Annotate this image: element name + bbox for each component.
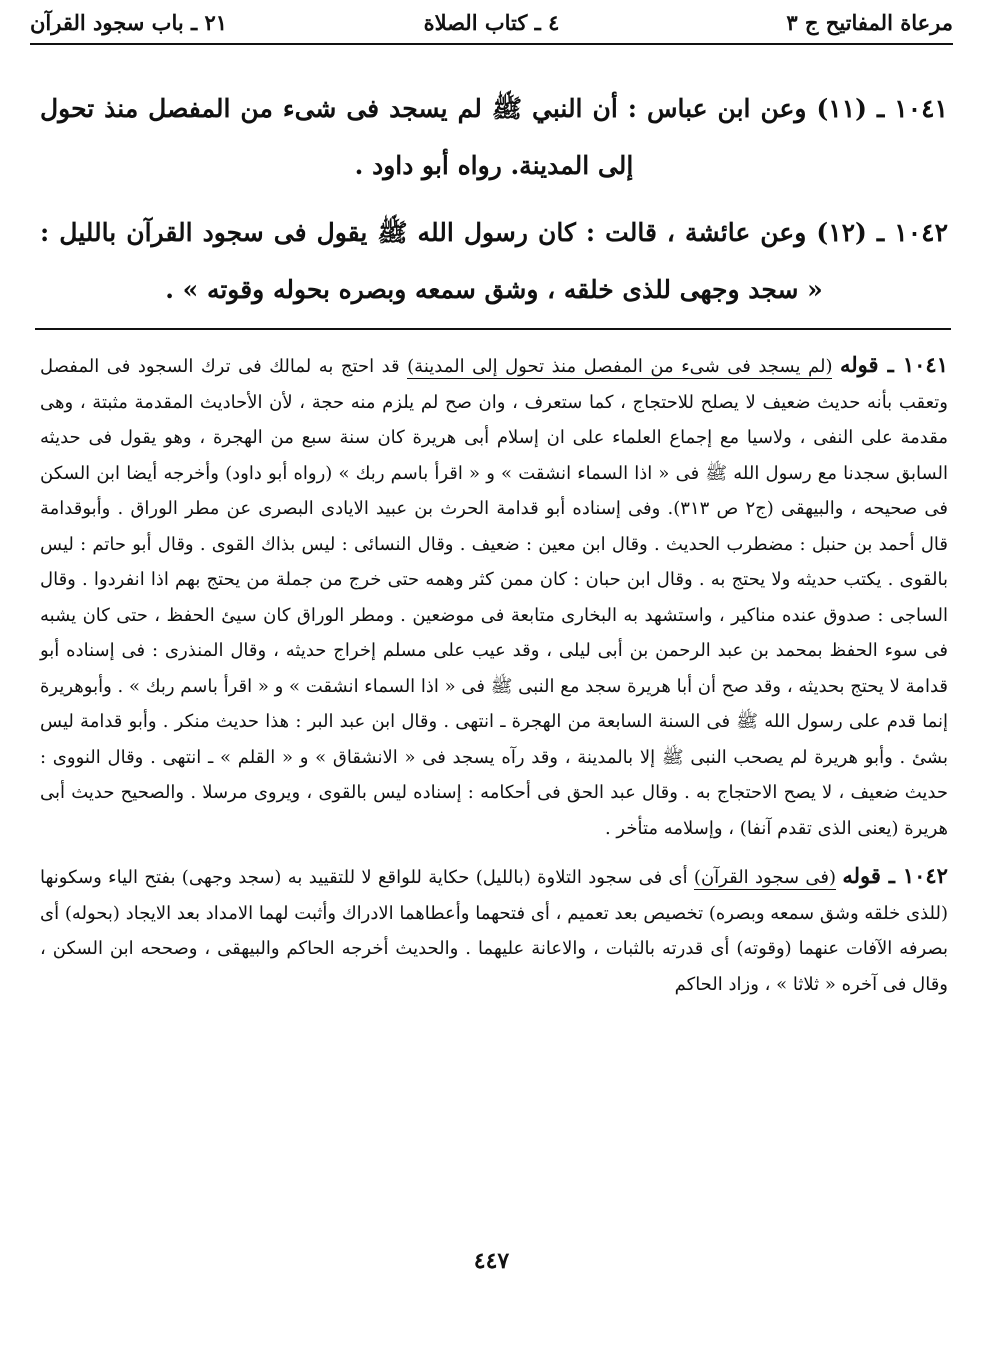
commentary-1042 bbox=[40, 858, 948, 1002]
commentary-text: قد احتج به لمالك فى ترك السجود فى المفصل وتعقب بأنه حديث ضعيف لا يصلح للاحتجاج ، كما ستعرف ، وان صح لم يلزم منه حجة ، لأن الأحاديث المقدمة مثبتة ، وهى مقدمة على النفى ، ولاسيا مع إجماع العلماء على ان إسلام أبى هريرة كان سنة سبع من الهجرة ، وهو يقول فى حديثه السابق سجدنا مع رسول الله ﷺ فى « اذا السماء انشقت » و « اقرأ باسم ربك » (رواه أبو داود) وأخرجه أيضا ابن السكن فى صحيحه ، والبيهقى (ج٢ ص ٣١٣). وفى إسناده أبو قدامة الحرث بن عبيد الايادى البصرى عن مطر الوراق . وأبوقدامة قال أحمد بن حنبل : مضطرب الحديث . وقال ابن معين : ضعيف . وقال النسائى : ليس بذاك القوى . وقال أبو حاتم : ليس بالقوى . يكتب حديثه ولا يحتج به . وقال ابن حبان : كان ممن كثر وهمه حتى خرج من جملة من يحتج بهم اذا انفردوا . وقال الساجى : صدوق عنده مناكير ، واستشهد به البخارى متابعة فى موضعين . ومطر الوراق كان سيئ الحفظ ، حتى كان يشبه فى سوء الحفظ بمحمد بن عبد الرحمن بن أبى ليلى ، وقد عيب على مسلم إخراج حديثه ، وقال المنذرى : فى إسناده أبو قدامة لا يحتج بحديثه ، وقد صح أن أبا هريرة سجد مع النبى ﷺ فى « اذا السماء انشقت » و « اقرأ باسم ربك » . وأبوهريرة إنما قدم على رسول الله ﷺ فى السنة السابعة من الهجرة ـ انتهى . وقال ابن عبد البر : هذا حديث منكر . وأبو قدامة ليس بشئ . وأبو هريرة لم يصحب النبى ﷺ إلا بالمدينة ، وقد رآه يسجد فى « الانشقاق » و « القلم » ـ انتهى . وقال النووى : حديث ضعيف ، لا يصح الاحتجاج به . وقال عبد الحق فى أحكامه : إسناده ليس بالقوى ، ويروى مرسلا . والصحيح حديث أبى هريرة (يعنى الذى تقدم آنفا) ، وإسلامه متأخر . bbox=[40, 356, 948, 839]
chapter-header: ٤ ـ كتاب الصلاة bbox=[423, 10, 560, 35]
commentary-lead: ١٠٤١ ـ قوله bbox=[839, 352, 948, 377]
hadith-text: وعن عائشة ، قالت : كان رسول الله ﷺ يقول فى سجود القرآن بالليل : « سجد وجهى للذى خلقه ، وشق سمعه وبصره بحوله وقوته » . bbox=[40, 218, 823, 304]
hadith-number: ١٠٤٢ ـ (١٢) bbox=[816, 218, 948, 247]
commentary-lead: ١٠٤٢ ـ قوله bbox=[842, 863, 948, 888]
section-header: ٢١ ـ باب سجود القرآن bbox=[30, 10, 228, 35]
commentary-text: أى فى سجود التلاوة (بالليل) حكاية للواقع لا للتقييد به (سجد وجهى) بفتح الياء وسكونها (للذى خلقه وشق سمعه وبصره) تخصيص بعد تعميم ، أى فتحهما وأعطاهما الادراك وأثبت لهما الامداد بعد الايجاد (بحوله) أى بصرفه الآفات عنهما (وقوته) أى قدرته بالثبات ، والاعانة عليهما . والحديث أخرجه الحاكم والبيهقى ، وصححه ابن السكن ، وقال فى آخره « ثلاثا » ، وزاد الحاكم bbox=[40, 867, 948, 995]
hadith-1042 bbox=[40, 204, 948, 318]
page-number: ٤٤٧ bbox=[473, 1248, 510, 1274]
commentary-quote: (فى سجود القرآن) bbox=[693, 867, 836, 888]
book-title-header: مرعاة المفاتيح ج ٣ bbox=[786, 10, 953, 35]
commentary-quote: (لم يسجد فى شىء من المفصل منذ تحول إلى المدينة) bbox=[407, 356, 833, 377]
commentary-divider bbox=[35, 328, 951, 330]
hadith-text-block bbox=[40, 80, 948, 328]
hadith-text: وعن ابن عباس : أن النبي ﷺ لم يسجد فى شىء من المفصل منذ تحول إلى المدينة. رواه أبو داود . bbox=[40, 94, 807, 180]
commentary-1041 bbox=[40, 347, 948, 846]
header-divider bbox=[30, 43, 953, 45]
running-header bbox=[30, 6, 953, 46]
hadith-1041 bbox=[40, 80, 948, 194]
commentary-block bbox=[40, 347, 948, 1002]
hadith-number: ١٠٤١ ـ (١١) bbox=[816, 94, 948, 123]
